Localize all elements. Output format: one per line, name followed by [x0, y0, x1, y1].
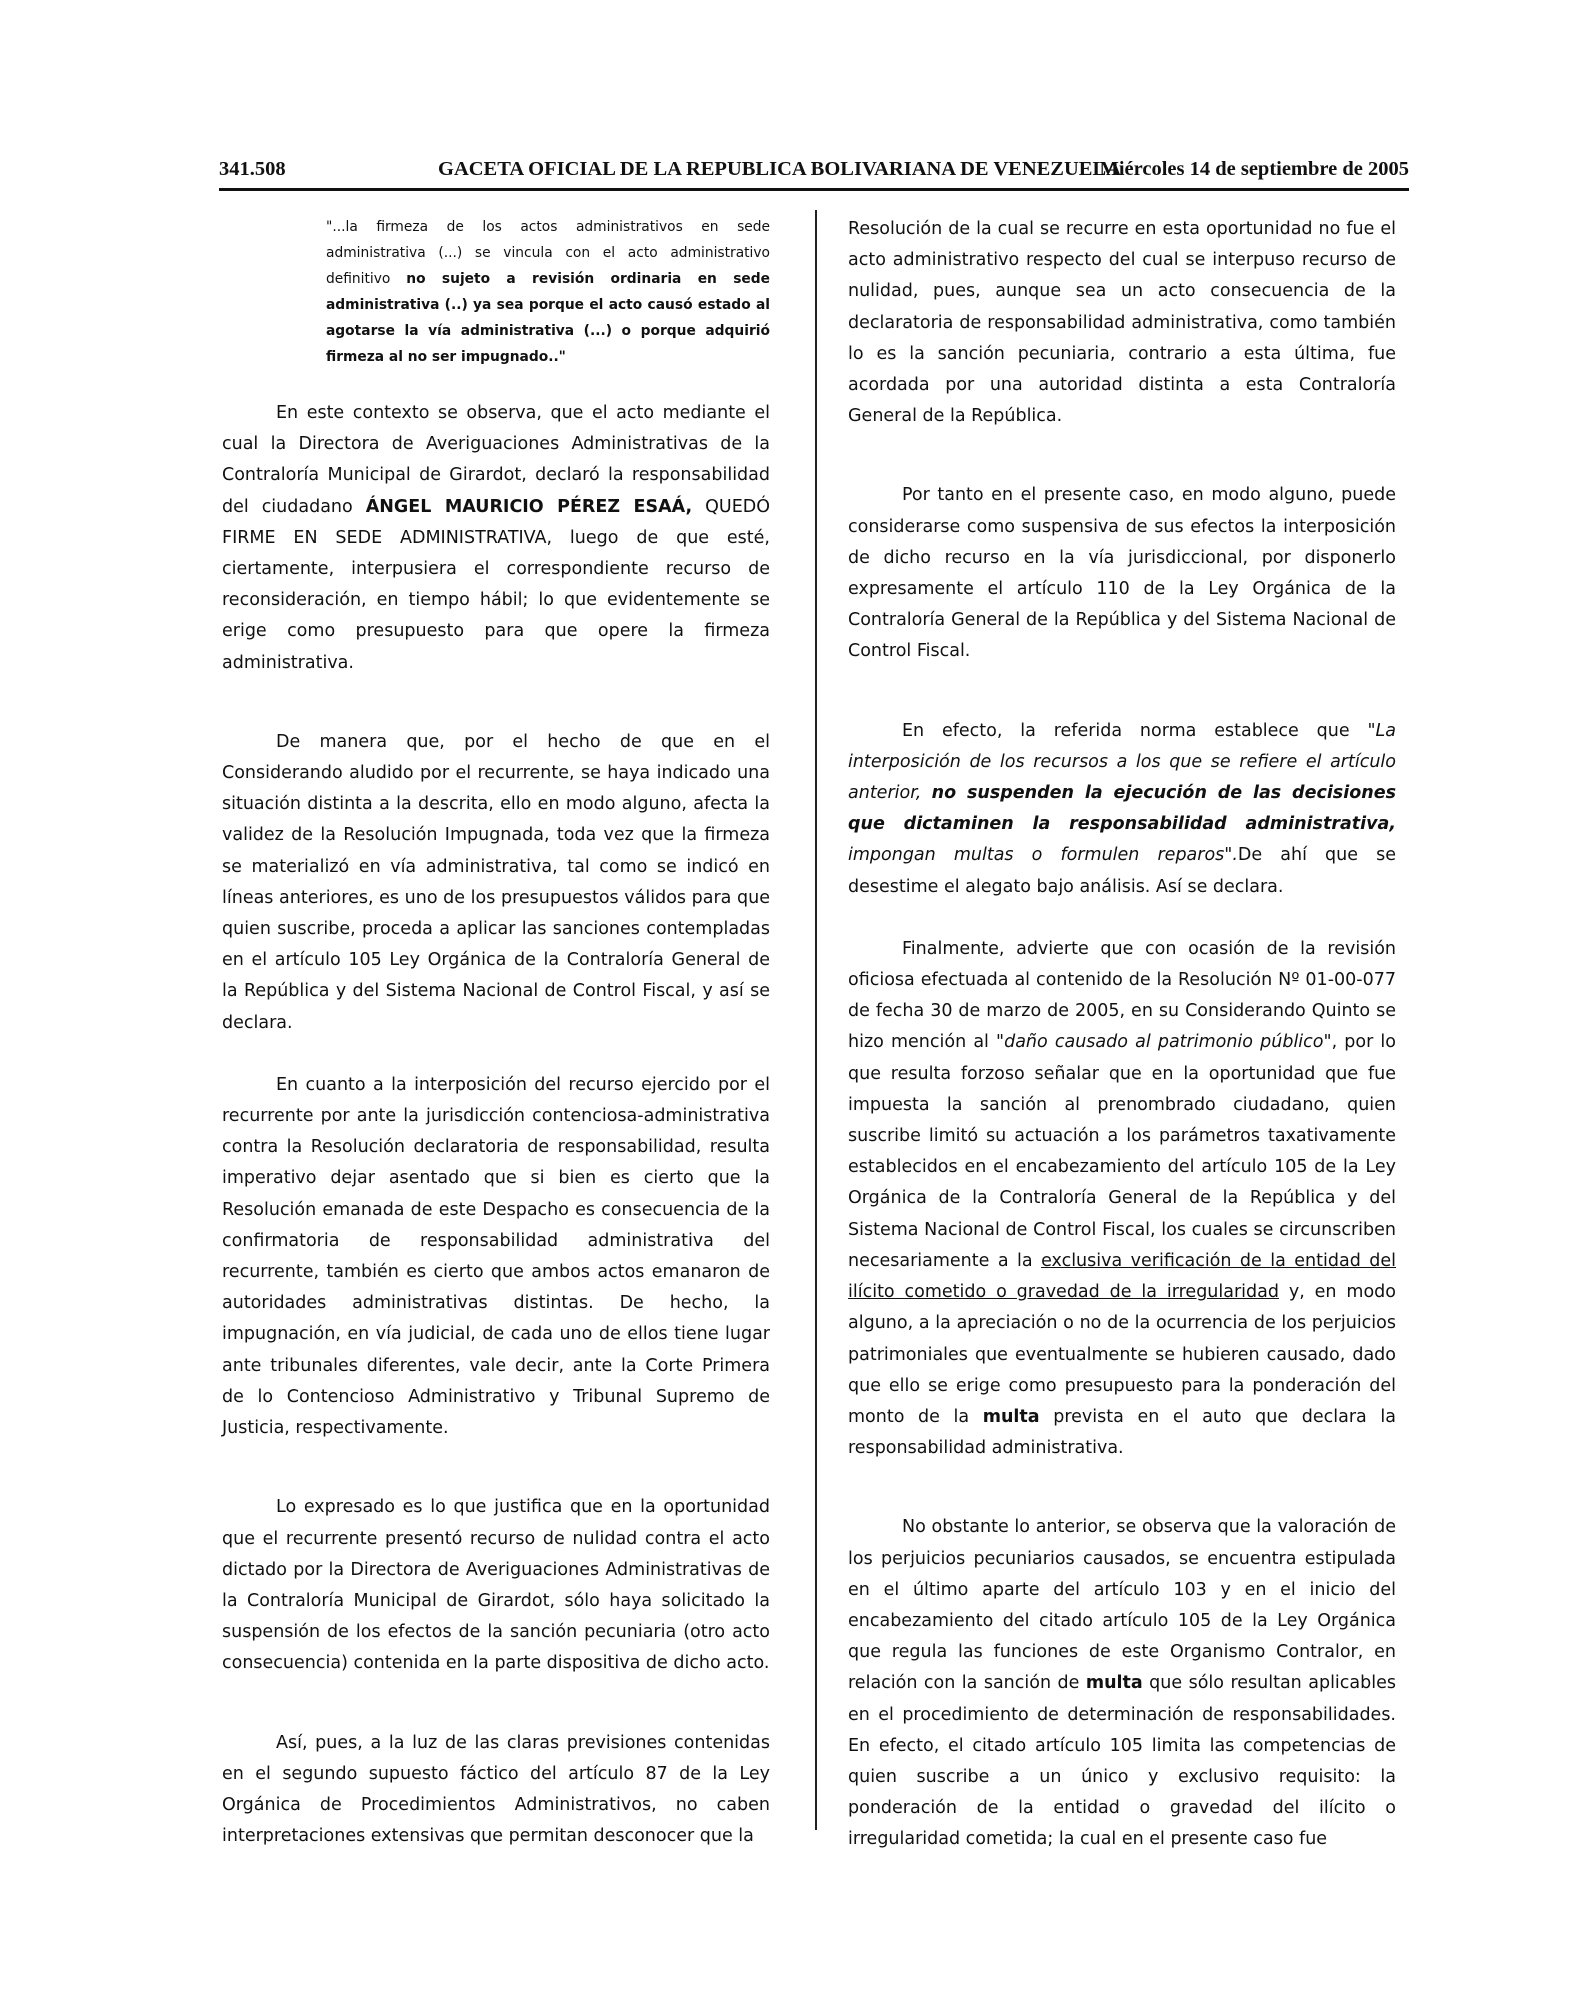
paragraph-text: En efecto, la referida norma establece que: [902, 720, 1368, 741]
paragraph-text: Finalmente, advierte que con ocasión de la revisión oficiosa efectuada al contenido de la Resolución Nº 01-00-077 de fecha 30 de marzo de 2005, en su Considerando Quinto se hizo mención al: [848, 938, 1396, 1053]
quoted-norm: "La interposición de los recursos a los que se refiere el artículo anterior,: [848, 720, 1396, 804]
left-column: [222, 214, 770, 1852]
paragraph-text: De ahí que se desestime el alegato bajo análisis. Así se declara.: [848, 845, 1397, 897]
paragraph-text: No obstante lo anterior, se observa que la valoración de los perjuicios pecuniarios causados, se encuentra estipulada en el último aparte del artículo 103 y en el inicio del encabezamiento del citado artículo 105 de la Ley Orgánica que regula las funciones de este Organismo Contralor, en relación con la sanción de: [848, 1517, 1396, 1694]
gazette-title: GACETA OFICIAL DE LA REPUBLICA BOLIVARIANA DE VENEZUELA: [438, 158, 1121, 180]
paragraph: En cuanto a la interposición del recurso ejercido por el recurrente por ante la jurisdicción contenciosa-administrativa contra la Resolución declaratoria de responsabilidad, resulta imperativo dejar asentado que si bien es cierto que la Resolución emanada de este Despacho es consecuencia de la confirmatoria de responsabilidad administrativa del recurrente, también es cierto que ambos actos emanaron de autoridades administrativas distintas. De hecho, la impugnación, en vía judicial, de cada uno de ellos tiene lugar ante tribunales diferentes, vale decir, ante la Corte Primera de lo Contencioso Administrativo y Tribunal Supremo de Justicia, respectivamente.: [222, 1074, 770, 1439]
paragraph: Lo expresado es lo que justifica que en la oportunidad que el recurrente presentó recurso de nulidad contra el acto dictado por la Directora de Averiguaciones Administrativas de la Contraloría Municipal de Girardot, sólo haya solicitado la suspensión de los efectos de la sanción pecuniaria (otro acto consecuencia) contenida en la parte dispositiva de dicho acto.: [222, 1497, 770, 1674]
paragraph: Así, pues, a la luz de las claras previsiones contenidas en el segundo supuesto fáctico del artículo 87 de la Ley Orgánica de Procedimientos Administrativos, no caben interpretaciones extensivas que permitan desconocer que la: [222, 1732, 770, 1847]
quoted-norm: impongan multas o formulen reparos".: [848, 845, 1238, 866]
person-name: ÁNGEL MAURICIO PÉREZ ESAÁ,: [365, 496, 693, 517]
right-column: [848, 214, 1396, 1856]
block-quote: [326, 214, 770, 370]
header-rule: [219, 188, 1409, 191]
bold-term: multa: [1085, 1673, 1143, 1694]
paragraph-text: QUEDÓ FIRME EN SEDE ADMINISTRATIVA, luego de que esté, ciertamente, interpusiera el correspondiente recurso de reconsideración, en tiempo hábil; lo que evidentemente se erige como presupuesto para que opere la firmeza administrativa.: [222, 496, 770, 673]
page-number: 341.508: [219, 158, 286, 180]
paragraph-text: , por lo que resulta forzoso señalar que en la oportunidad que fue impuesta la sanción al prenombrado ciudadano, quien suscribe limitó su actuación a los parámetros taxativamente establecidos en el encabezamiento del artículo 105 de la Ley Orgánica de la Contraloría General de la República y del Sistema Nacional de Control Fiscal, los cuales se circunscriben necesariamente a la: [848, 1032, 1396, 1271]
paragraph-text: En este contexto se observa, que el acto mediante el cual la Directora de Averiguaciones Administrativas de la Contraloría Municipal de Girardot, declaró la responsabilidad del ciudadano: [222, 403, 770, 517]
underlined-phrase: exclusiva verificación de la entidad del ilícito cometido o gravedad de la irregularidad: [848, 1250, 1396, 1303]
quoted-norm-bold: no suspenden la ejecución de las decisiones que dictaminen la responsabilidad administrativa,: [848, 783, 1396, 835]
publication-date: Miércoles 14 de septiembre de 2005: [1099, 158, 1409, 180]
paragraph: Por tanto en el presente caso, en modo alguno, puede considerarse como suspensiva de sus efectos la interposición de dicho recurso en la vía jurisdiccional, por disponerlo expresamente el artículo 110 de la Ley Orgánica de la Contraloría General de la República y del Sistema Nacional de Control Fiscal.: [848, 485, 1396, 662]
quoted-phrase: "daño causado al patrimonio público": [996, 1032, 1332, 1053]
paragraph: [222, 398, 770, 679]
paragraph-text: que sólo resultan aplicables en el procedimiento de determinación de responsabilidades. En efecto, el citado artículo 105 limita las competencias de quien suscribe a un único y exclusivo requisito: la ponderación de la entidad o gravedad del ilícito o irregularidad cometida; la cual en el presente caso fue: [848, 1673, 1396, 1850]
paragraph: [848, 1512, 1396, 1855]
quote-text: "...la firmeza de los actos administrativos en sede administrativa (...) se vincula con el acto administrativo definitivo: [326, 219, 770, 287]
paragraph-text: prevista en el auto que declara la responsabilidad administrativa.: [848, 1406, 1396, 1459]
quote-bold-text: no sujeto a revisión ordinaria en sede administrativa (..) ya sea porque el acto causó estado al agotarse la vía administrativa (...) o porque adquirió firmeza al no ser impugnado..": [326, 271, 771, 365]
bold-term: multa: [982, 1406, 1040, 1427]
column-divider: [815, 210, 817, 1830]
paragraph-text: y, en modo alguno, a la apreciación o no de la ocurrencia de los perjuicios patrimoniales que eventualmente se hubieren causado, dado que ello se erige como presupuesto para la ponderación del monto de la: [848, 1282, 1396, 1427]
paragraph: [848, 934, 1396, 1464]
paragraph: [848, 716, 1396, 903]
page-header: [219, 158, 1409, 188]
paragraph: De manera que, por el hecho de que en el Considerando aludido por el recurrente, se haya indicado una situación distinta a la descrita, ello en modo alguno, afecta la validez de la Resolución Impugnada, toda vez que la firmeza se materializó en vía administrativa, tal como se indicó en líneas anteriores, es uno de los presupuestos válidos para que quien suscribe, proceda a aplicar las sanciones contempladas en el artículo 105 Ley Orgánica de la Contraloría General de la República y del Sistema Nacional de Control Fiscal, y así se declara.: [222, 731, 770, 1033]
paragraph: Resolución de la cual se recurre en esta oportunidad no fue el acto administrativo respecto del cual se interpuso recurso de nulidad, pues, aunque sea un acto consecuencia de la declaratoria de responsabilidad administrativa, como también lo es la sanción pecuniaria, contrario a esta última, fue acordada por una autoridad distinta a esta Contraloría General de la República.: [848, 219, 1396, 427]
